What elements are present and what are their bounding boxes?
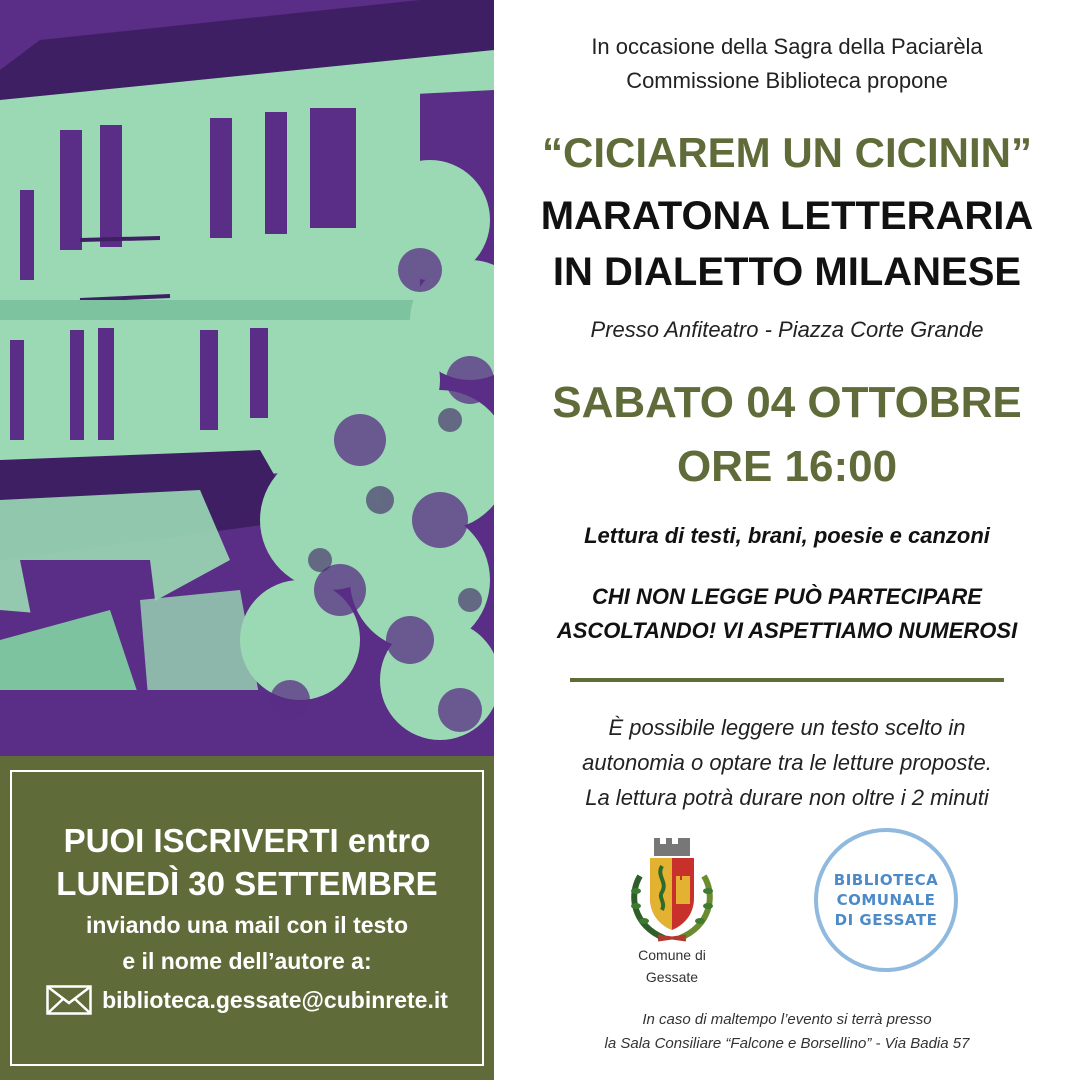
- signup-instructions-2: e il nome dell’autore a:: [122, 948, 372, 974]
- signup-email-link[interactable]: biblioteca.gessate@cubinrete.it: [102, 986, 448, 1013]
- comune-caption-line-2: Gessate: [645, 969, 699, 985]
- comune-caption-line-1: Comune di: [638, 947, 706, 963]
- signup-deadline: LUNEDÌ 30 SETTEMBRE: [56, 865, 438, 902]
- event-details: [494, 0, 1080, 1080]
- intro-line-2: Commissione Biblioteca propone: [626, 68, 948, 93]
- event-subtitle-line-1: MARATONA LETTERARIA: [540, 194, 1034, 238]
- envelope-icon: [46, 985, 92, 1015]
- event-time: ORE 16:00: [676, 442, 898, 491]
- intro-line-1: In occasione della Sagra della Paciarèla: [591, 34, 983, 59]
- signup-box: [0, 756, 494, 1080]
- reading-note-line-1: È possibile leggere un testo scelto in: [608, 715, 966, 740]
- biblioteca-logo-line-2: COMUNALE: [836, 891, 936, 909]
- biblioteca-logo: [814, 828, 958, 972]
- event-callout-line-1: CHI NON LEGGE PUÒ PARTECIPARE: [592, 584, 982, 609]
- event-venue: Presso Anfiteatro - Piazza Corte Grande: [590, 317, 984, 342]
- signup-email-row: [46, 985, 448, 1015]
- biblioteca-logo-line-3: DI GESSATE: [834, 911, 938, 929]
- event-date: SABATO 04 OTTOBRE: [552, 378, 1022, 427]
- signup-frame: [10, 770, 484, 1066]
- weather-footer-line-1: In caso di maltempo l’evento si terrà presso: [642, 1011, 932, 1028]
- event-subtitle-line-2: IN DIALETTO MILANESE: [552, 250, 1022, 294]
- event-callout-line-2: ASCOLTANDO! VI ASPETTIAMO NUMEROSI: [556, 618, 1018, 643]
- comune-caption: [612, 944, 732, 988]
- event-reading-description: Lettura di testi, brani, poesie e canzoni: [584, 523, 990, 548]
- event-title-quote: “CICIAREM UN CICININ”: [542, 129, 1032, 176]
- weather-footer: [494, 1008, 1080, 1056]
- event-callout: [494, 580, 1080, 648]
- reading-note-line-2: autonomia o optare tra le letture proposte.: [582, 750, 992, 775]
- signup-instructions-1: inviando una mail con il testo: [85, 912, 409, 938]
- event-subtitle: [494, 188, 1080, 300]
- reading-note: [494, 710, 1080, 815]
- reading-note-line-3: La lettura potrà durare non oltre i 2 minuti: [585, 785, 989, 810]
- coat-of-arms-icon: [622, 836, 722, 946]
- intro-text: [494, 30, 1080, 98]
- biblioteca-logo-line-1: BIBLIOTECA: [833, 871, 939, 889]
- weather-footer-line-2: la Sala Consiliare “Falcone e Borsellino” - Via Badia 57: [604, 1035, 970, 1052]
- section-divider: [570, 678, 1004, 682]
- signup-heading: PUOI ISCRIVERTI entro: [63, 822, 431, 859]
